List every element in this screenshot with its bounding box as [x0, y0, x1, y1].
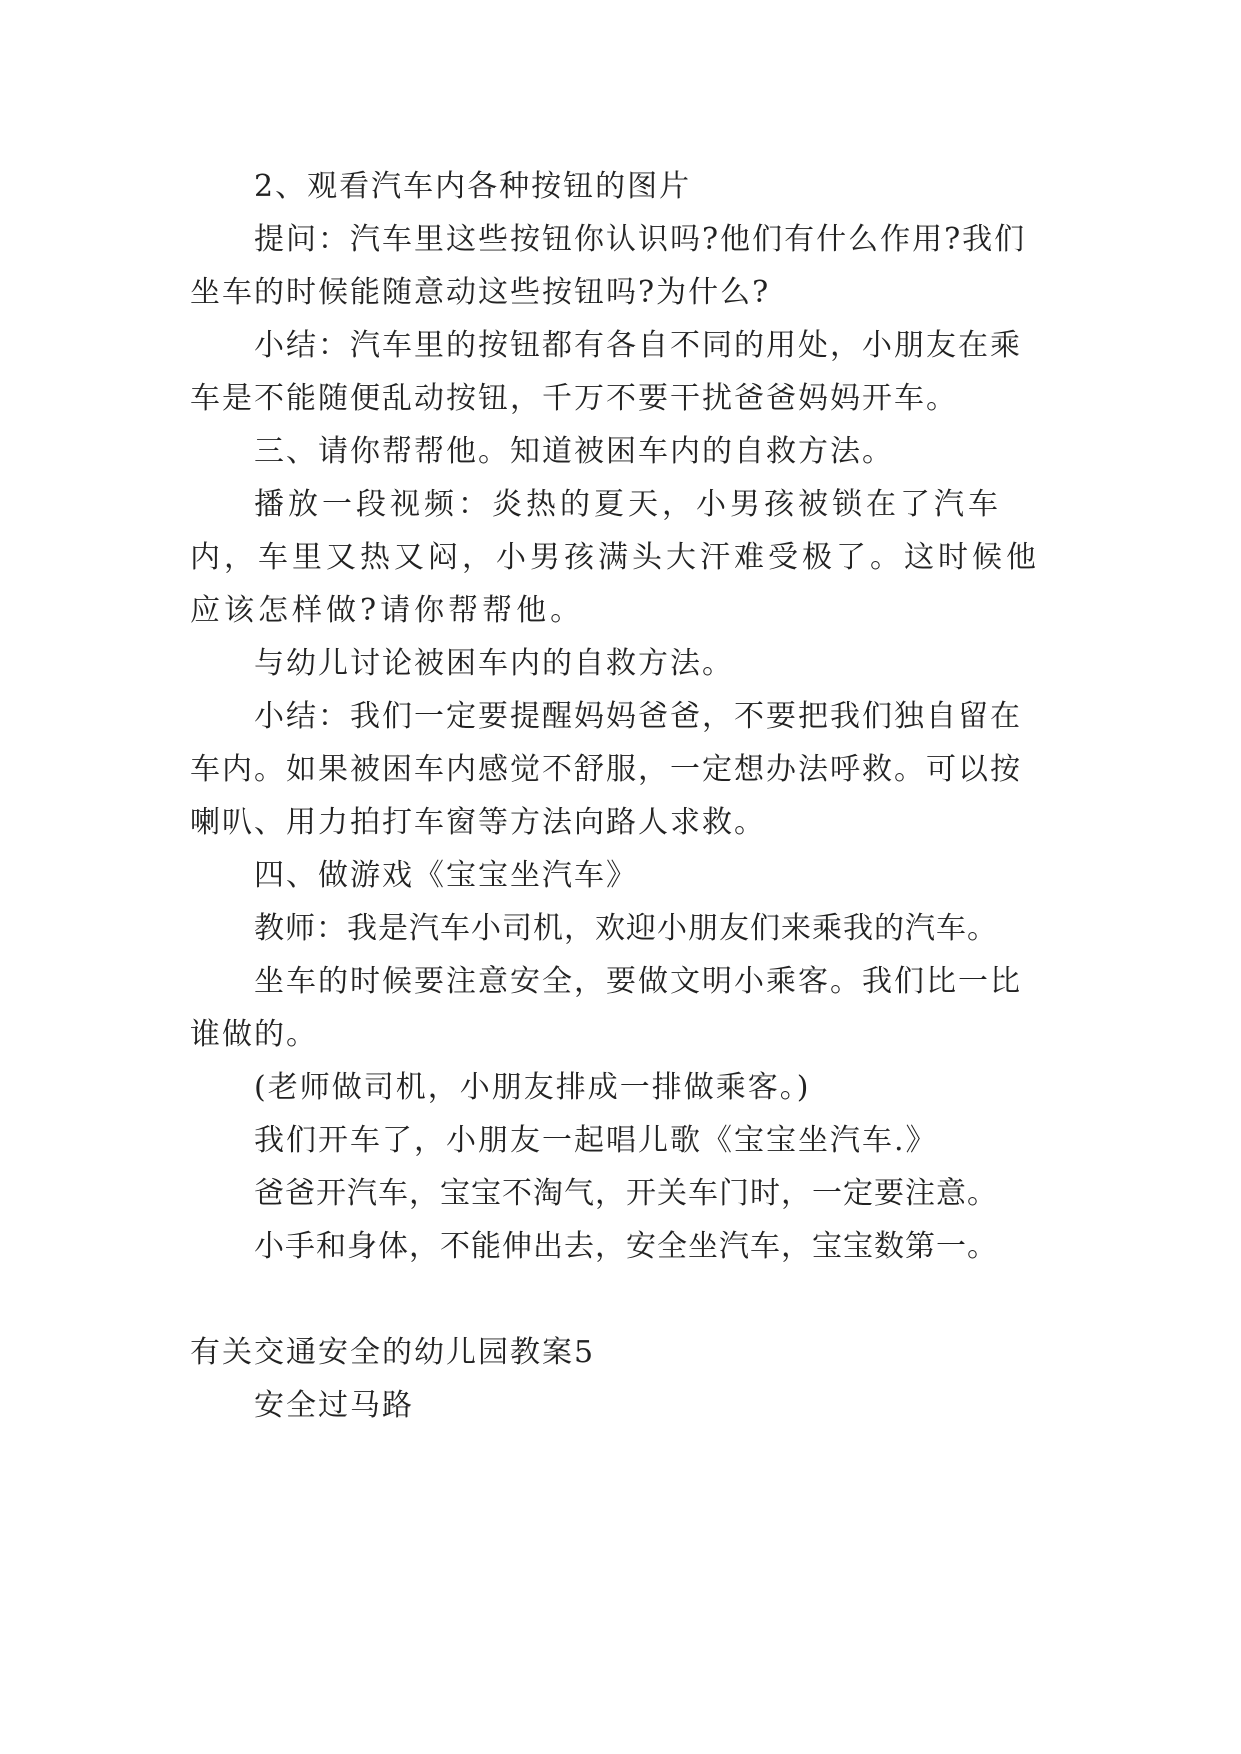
paragraph: 小手和身体，不能伸出去，安全坐汽车，宝宝数第一。 [254, 1229, 998, 1264]
paragraph: 小结：汽车里的按钮都有各自不同的用处，小朋友在乘车是不能随便乱动按钮，千万不要干扰爸爸妈妈开车。 [190, 328, 1022, 416]
paragraph: 四、做游戏《宝宝坐汽车》 [254, 858, 638, 893]
paragraph: 爸爸开汽车，宝宝不淘气，开关车门时，一定要注意。 [254, 1176, 998, 1211]
section-title: 有关交通安全的幼儿园教案5 [190, 1335, 596, 1370]
paragraph: (老师做司机，小朋友排成一排做乘客。) [254, 1070, 811, 1105]
paragraph: 教师：我是汽车小司机，欢迎小朋友们来乘我的汽车。 [254, 911, 998, 946]
paragraph: 我们开车了，小朋友一起唱儿歌《宝宝坐汽车.》 [254, 1123, 938, 1158]
paragraph: 播放一段视频：炎热的夏天，小男孩被锁在了汽车内，车里又热又闷，小男孩满头大汗难受极了。这时候他应该怎样做?请你帮帮他。 [190, 487, 1040, 628]
paragraph: 2、观看汽车内各种按钮的图片 [254, 169, 692, 204]
paragraph: 与幼儿讨论被困车内的自救方法。 [254, 646, 734, 681]
paragraph: 三、请你帮帮他。知道被困车内的自救方法。 [254, 434, 894, 469]
paragraph: 安全过马路 [254, 1388, 414, 1423]
document-body [190, 160, 1050, 1432]
paragraph: 提问：汽车里这些按钮你认识吗?他们有什么作用?我们坐车的时候能随意动这些按钮吗?为什么? [190, 222, 1027, 310]
paragraph: 小结：我们一定要提醒妈妈爸爸，不要把我们独自留在车内。如果被困车内感觉不舒服，一定想办法呼救。可以按喇叭、用力拍打车窗等方法向路人求救。 [190, 699, 1022, 840]
paragraph: 坐车的时候要注意安全，要做文明小乘客。我们比一比谁做的。 [190, 964, 1022, 1052]
